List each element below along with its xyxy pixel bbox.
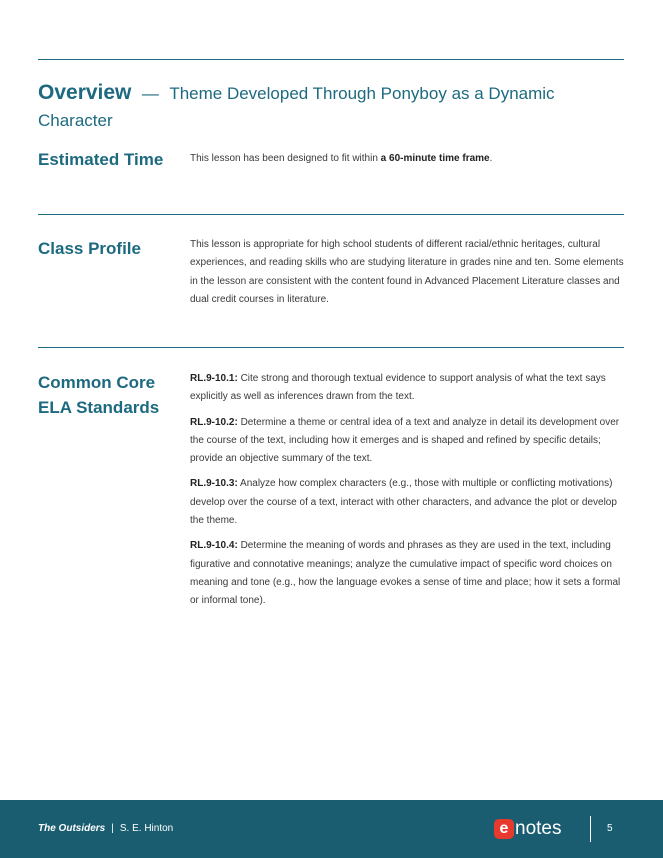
standard-text: Determine a theme or central idea of a text and analyze in detail its development over the course of the text, including how it emerges and is shaped and refined by specific details; provide an objective summary of the text. [190, 416, 620, 465]
divider-2 [38, 347, 624, 348]
overview-heading: Overview [38, 81, 132, 104]
standard-item [190, 414, 626, 469]
footer-book-info [38, 823, 173, 834]
estimated-time-text [190, 150, 626, 168]
class-profile-text: This lesson is appropriate for high school students of different racial/ethnic heritages, cultural experiences, and reading skills who are studying literature in grades nine and ten. Some elements in the lesson are consistent with the content found in Advanced Placement Literature classes and dual credit courses in literature. [190, 239, 624, 305]
standard-item [190, 537, 626, 610]
standard-code: RL.9-10.4: [190, 540, 238, 552]
standard-code: RL.9-10.1: [190, 373, 238, 384]
enotes-logo[interactable] [494, 819, 561, 841]
standard-item [190, 475, 626, 530]
divider-1 [38, 214, 624, 215]
page-title [38, 80, 598, 135]
class-profile-label: Class Profile [38, 239, 141, 258]
standard-item [190, 370, 626, 407]
estimated-time-text-end: . [489, 153, 493, 164]
standards-label-line1: Common Core [38, 373, 156, 392]
enotes-logo-e-icon: e [494, 819, 514, 839]
standards-label [38, 370, 173, 420]
estimated-time-highlight: a 60-minute time frame [380, 153, 490, 164]
estimated-time-label: Estimated Time [38, 150, 164, 169]
footer-divider [590, 816, 591, 842]
standards-list [190, 370, 626, 618]
page-footer [0, 800, 663, 858]
book-title: The Outsiders [38, 823, 106, 834]
enotes-logo-text: notes [515, 818, 562, 839]
estimated-time-text-start: This lesson has been designed to fit within [190, 153, 381, 164]
top-divider [38, 59, 624, 60]
page-number: 5 [607, 823, 613, 834]
standard-code: RL.9-10.2: [190, 416, 238, 428]
standard-text: Analyze how complex characters (e.g., those with multiple or conflicting motivations) develop over the course of a text, interact with other characters, and advance the plot or develop the theme. [190, 478, 617, 527]
book-author: S. E. Hinton [119, 823, 174, 834]
overview-subtitle: Theme Developed Through Ponyboy as a Dynamic Character [38, 84, 555, 130]
standard-text: Determine the meaning of words and phrases as they are used in the text, including figurative and connotative meanings; analyze the cumulative impact of specific word choices on meaning and tone (e.g., how the language evokes a sense of time and place; how it sets a formal or informal tone). [190, 540, 621, 607]
title-dash: — [141, 84, 159, 103]
standard-code: RL.9-10.3: [190, 478, 238, 490]
standard-text: Cite strong and thorough textual evidence to support analysis of what the text says explicitly as well as inferences drawn from the text. [190, 373, 606, 403]
standards-label-line2: ELA Standards [38, 398, 160, 417]
footer-separator: | [111, 823, 114, 834]
